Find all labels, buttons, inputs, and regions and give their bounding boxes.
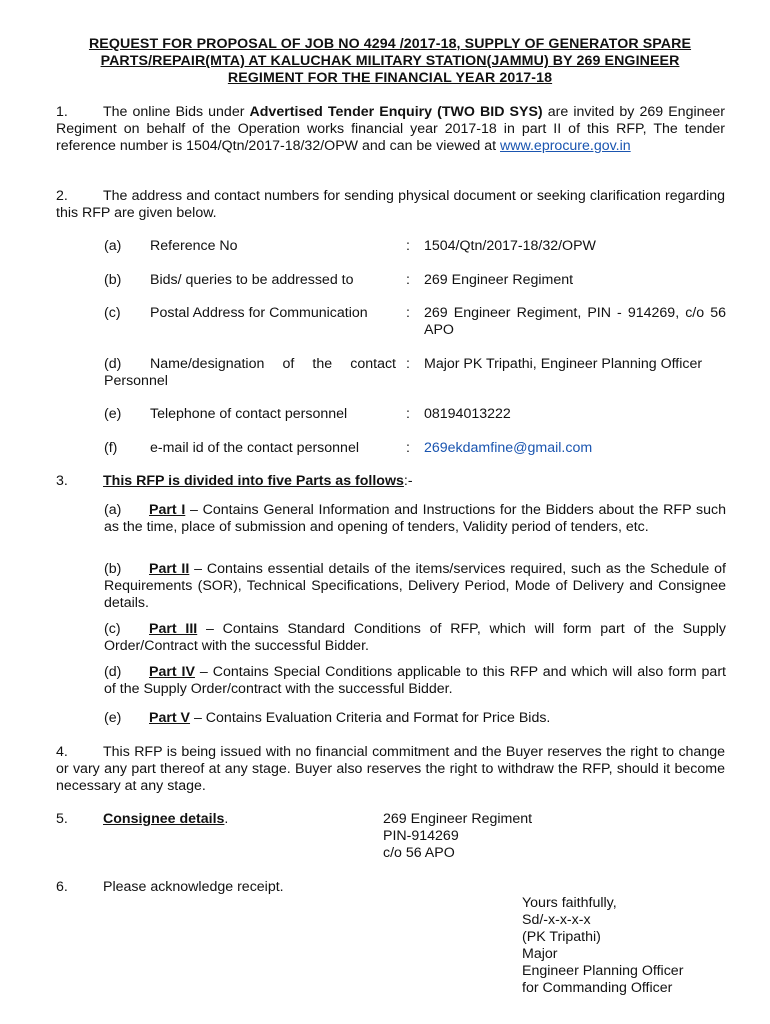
paragraph-2 [56,188,725,222]
signature-block [522,895,722,997]
row-value: Major PK Tripathi, Engineer Planning Officer [424,356,703,372]
row-label: Reference No [150,238,238,254]
row-label: Bids/ queries to be addressed to [150,272,354,288]
section-heading-text: This RFP is divided into five Parts as follows [103,473,404,489]
paragraph-text: The online Bids under [103,104,250,120]
paragraph-number: 3. [56,473,68,489]
document-title [54,36,726,87]
part-key: (c) [104,621,121,637]
paragraph-text: are invited by 269 Engineer Regiment on behalf of the Operation works financial year 2017-18 in part II of this RFP, The tender reference number is 1504/Qtn/2017-18/32/OPW and can be viewed at [56,104,726,154]
paragraph-number: 6. [56,879,68,895]
row-colon: : [406,440,410,456]
title-line: REGIMENT FOR THE FINANCIAL YEAR 2017-18 [227,70,553,86]
part-key: (b) [104,561,122,577]
address-line: c/o 56 APO [383,845,455,861]
part-item [104,664,726,698]
row-key: (a) [104,238,122,254]
part-item [104,621,726,655]
section-heading-suffix: :- [403,473,413,489]
row-value: 08194013222 [424,406,511,422]
paragraph-text: This RFP is being issued with no financial commitment and the Buyer reserves the right to change or vary any part thereof at any stage. Buyer also reserves the right to withdraw the RFP, should it become necessary at any stage. [56,744,725,794]
row-label-text: Name/designation of the contact Personnel [104,356,396,389]
part-text: – Contains Special Conditions applicable to this RFP and which will also form part of the Supply Order/contract with the successful Bidder. [104,664,726,697]
row-value: 269 Engineer Regiment [424,272,574,288]
row-colon: : [406,406,410,422]
signature-line: Engineer Planning Officer [522,963,684,979]
signature-line: Yours faithfully, [522,895,617,911]
signature-line: Major [522,946,558,962]
paragraph-number: 5. [56,811,68,827]
part-item [104,561,726,612]
paragraph-text: The address and contact numbers for sending physical document or seeking clarification regarding this RFP are given below. [56,188,725,221]
row-key: (f) [104,440,118,456]
row-key: (b) [104,272,122,288]
part-name: Part III [149,621,198,637]
part-name: Part IV [149,664,195,680]
consignee-address [383,811,643,862]
part-text: – Contains essential details of the items/services required, such as the Schedule of Requirements (SOR), Technical Specifications, Delivery Period, Mode of Delivery and Consignee details. [104,561,726,611]
part-name: Part V [149,710,191,726]
part-name: Part II [149,561,190,577]
part-key: (a) [104,502,122,518]
row-label: Telephone of contact personnel [150,406,348,422]
row-value: 269 Engineer Regiment, PIN - 914269, c/o 56 APO [424,305,726,338]
part-key: (e) [104,710,122,726]
tender-type: Advertised Tender Enquiry (TWO BID SYS) [249,104,543,120]
part-text: – Contains General Information and Instructions for the Bidders about the RFP such as the time, place of submission and opening of tenders, Validity period of tenders, etc. [104,502,726,535]
part-text: – Contains Evaluation Criteria and Format for Price Bids. [190,710,551,726]
row-label: e-mail id of the contact personnel [150,440,359,456]
consignee-label [103,811,228,828]
part-name: Part I [149,502,186,518]
title-line: REQUEST FOR PROPOSAL OF JOB NO 4294 /2017-18, SUPPLY OF GENERATOR SPARE [88,36,692,52]
paragraph-text: Please acknowledge receipt. [103,879,284,895]
consignee-label-text: Consignee details [103,811,225,827]
part-key: (d) [104,664,122,680]
row-key: (e) [104,406,122,422]
paragraph-number: 1. [56,104,68,120]
paragraph-number: 2. [56,188,68,204]
paragraph-number: 4. [56,744,68,760]
row-label [104,356,396,390]
eprocure-link[interactable]: www.eprocure.gov.in [500,138,631,154]
part-item [104,502,726,536]
row-key: (c) [104,305,121,321]
row-label: Postal Address for Communication [150,305,368,321]
signature-line: Sd/-x-x-x-x [522,912,591,928]
signature-line: (PK Tripathi) [522,929,601,945]
consignee-label-suffix: . [224,811,229,827]
paragraph-4 [56,744,725,795]
row-key: (d) [104,356,122,372]
row-colon: : [406,238,410,254]
row-colon: : [406,356,410,372]
address-line: PIN-914269 [383,828,459,844]
signature-line: for Commanding Officer [522,980,673,996]
row-colon: : [406,305,410,321]
part-text: – Contains Standard Conditions of RFP, which will form part of the Supply Order/Contract with the successful Bidder. [104,621,726,654]
section-heading [103,473,413,490]
row-colon: : [406,272,410,288]
contact-email[interactable]: 269ekdamfine@gmail.com [424,440,593,456]
row-value: 1504/Qtn/2017-18/32/OPW [424,238,596,254]
paragraph-1 [56,104,725,155]
address-line: 269 Engineer Regiment [383,811,533,827]
title-line: PARTS/REPAIR(MTA) AT KALUCHAK MILITARY STATION(JAMMU) BY 269 ENGINEER [100,53,680,69]
part-item [104,710,726,727]
